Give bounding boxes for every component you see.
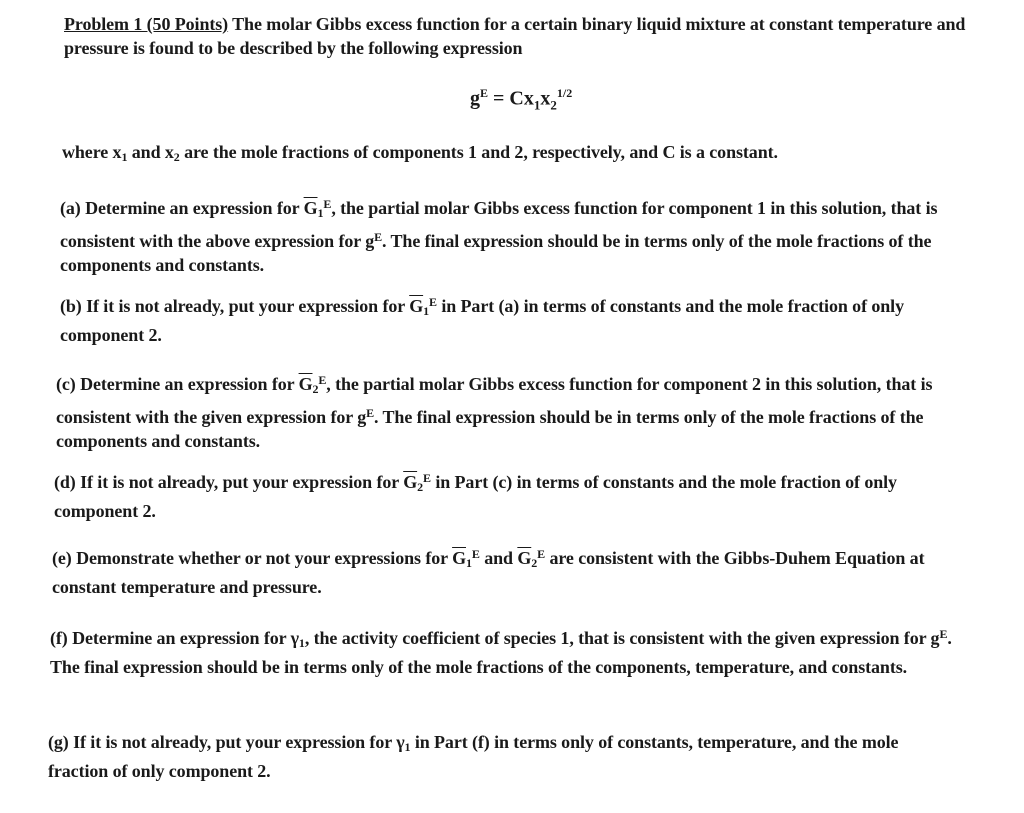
partial-molar-g2-symbol: $\overline{G}2^E$ <box>298 373 327 396</box>
part-e: (e) Demonstrate whether or not your expressions for $\overline{G}1^E$ and $\overline{G}2^E$ are consistent with the Gibbs-Duhem Equation at constant temperature and pressure. <box>52 547 925 597</box>
part-a: (a) Determine an expression for $\overline{G}1^E$, the partial molar Gibbs excess function for component 1 in this solution, that is consistent with the above expression for $g^E$. The final expression should be in terms only of the mole fractions of the components and constants. <box>60 197 938 275</box>
partial-molar-g1-symbol: $\overline{G}1^E$ <box>452 547 480 570</box>
partial-molar-g2-symbol: $\overline{G}2^E$ <box>517 547 546 570</box>
where-statement: where x1 and x2 are the mole fractions of components 1 and 2, respectively, and C is a constant. <box>62 142 778 164</box>
partial-molar-g1-symbol: $\overline{G}1^E$ <box>303 197 332 220</box>
problem-intro-text: The molar Gibbs excess function for a certain binary liquid mixture at constant temperature and pressure is found to be described by the following expression <box>64 14 966 58</box>
part-c: (c) Determine an expression for $\overline{G}2^E$, the partial molar Gibbs excess function for component 2 in this solution, that is consistent with the given expression for $g^E$. The final expression should be in terms only of the mole fractions of the components and constants. <box>56 373 933 451</box>
part-f: (f) Determine an expression for γ1, the activity coefficient of species 1, that is consistent with the given expression for $g^E$. The final expression should be in terms only of the mole fractions of the components, temperature, and constants. <box>50 627 952 677</box>
part-g: (g) If it is not already, put your expression for γ1 in Part (f) in terms only of constants, temperature, and the mole fraction of only component 2. <box>48 732 899 781</box>
part-d: (d) If it is not already, put your expression for $\overline{G}2^E$ in Part (c) in terms of constants and the mole fraction of only component 2. <box>54 471 897 521</box>
problem-intro <box>64 12 984 60</box>
gibbs-excess-equation: $g^E = Cx_1x_2^{1/2}$ <box>470 86 573 113</box>
partial-molar-g2-symbol: $\overline{G}2^E$ <box>403 471 431 494</box>
partial-molar-g1-symbol: $\overline{G}1^E$ <box>409 295 437 318</box>
problem-title: Problem 1 (50 Points) <box>64 14 229 34</box>
part-b: (b) If it is not already, put your expression for $\overline{G}1^E$ in Part (a) in terms of constants and the mole fraction of only component 2. <box>60 295 904 345</box>
